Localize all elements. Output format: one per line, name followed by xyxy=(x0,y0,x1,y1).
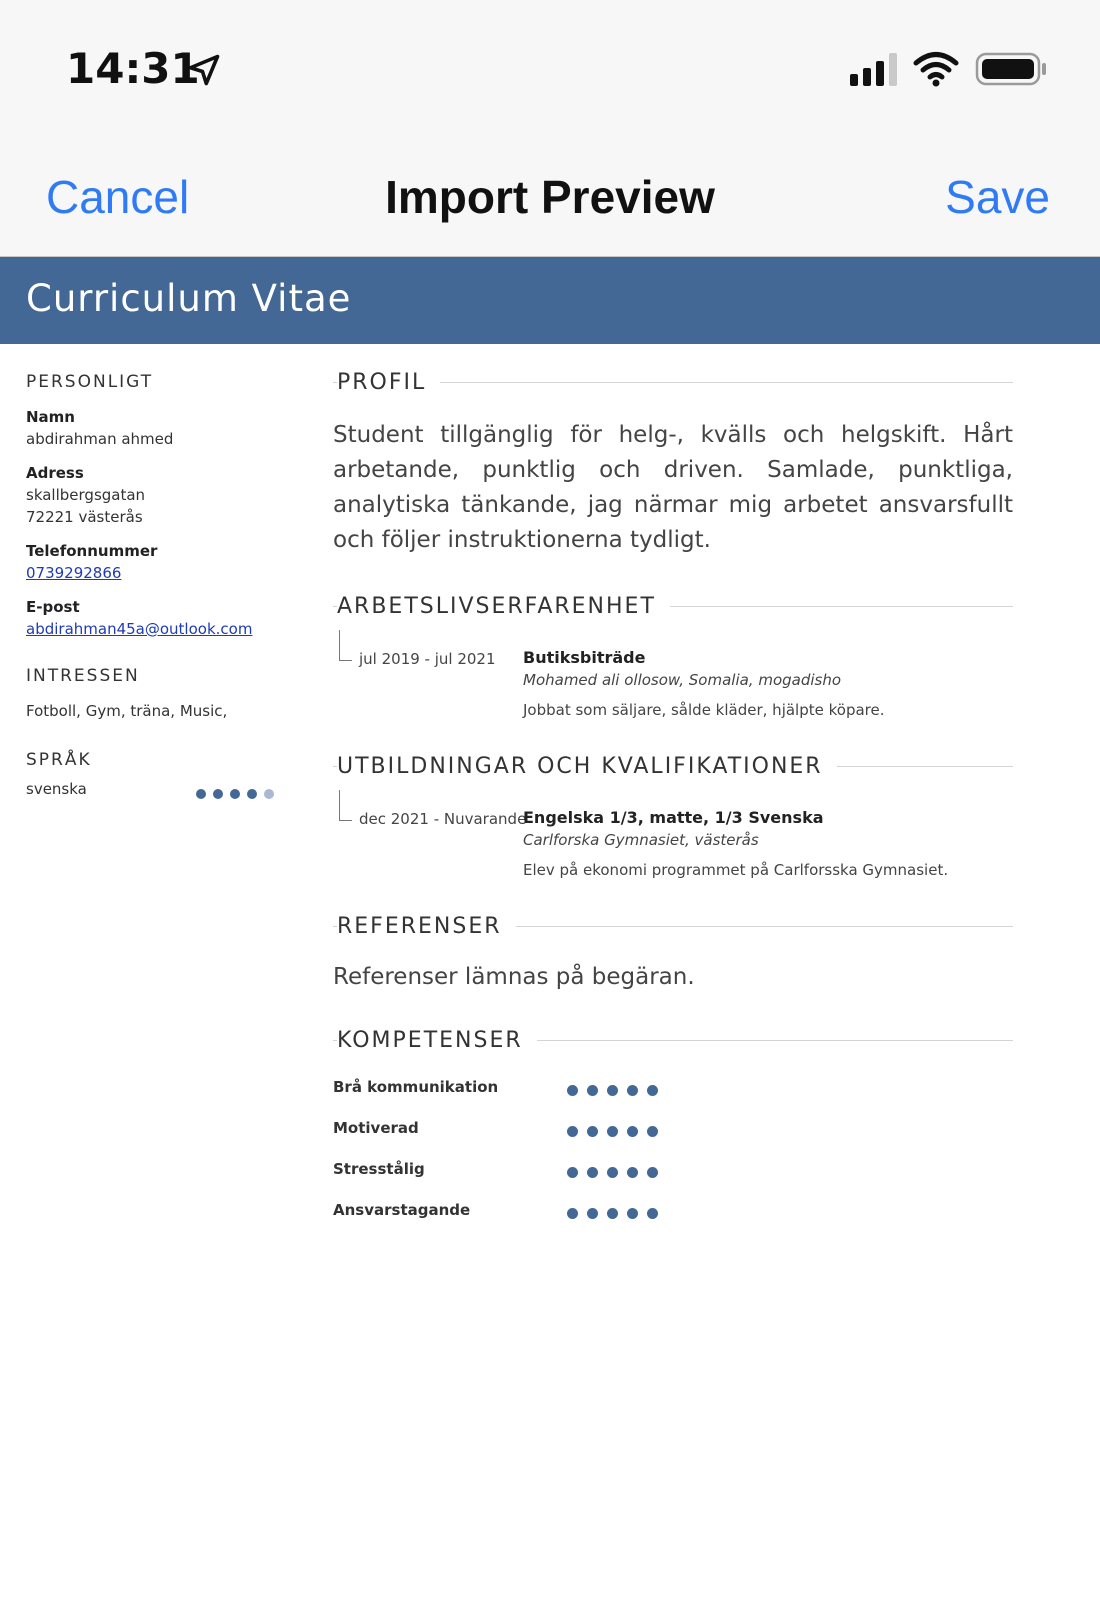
rating-dot-filled xyxy=(607,1208,618,1219)
cv-header-banner xyxy=(0,257,1100,344)
skill-name: Motiverad xyxy=(333,1119,419,1137)
entry-title: Engelska 1/3, matte, 1/3 Svenska xyxy=(523,808,824,827)
skills-heading: KOMPETENSER xyxy=(337,1028,537,1053)
rating-dot-filled xyxy=(587,1167,598,1178)
profile-section-head xyxy=(333,370,1013,400)
page-title: Import Preview xyxy=(385,171,715,223)
rating-dot-filled xyxy=(647,1208,658,1219)
navigation-bar xyxy=(0,140,1100,257)
timeline-marker xyxy=(339,630,352,661)
cv-title: Curriculum Vitae xyxy=(26,277,352,320)
skills-section-head xyxy=(333,1028,1013,1058)
language-row xyxy=(26,778,306,802)
rating-dot-filled xyxy=(647,1167,658,1178)
rating-dot-filled xyxy=(587,1208,598,1219)
references-section-head xyxy=(333,914,1013,944)
address-line2: 72221 västerås xyxy=(26,508,143,526)
skill-name: Stresstålig xyxy=(333,1160,425,1178)
address-label: Adress xyxy=(26,464,84,482)
skill-level-dots xyxy=(567,1122,667,1141)
rating-dot-filled xyxy=(607,1167,618,1178)
rating-dot-filled xyxy=(567,1167,578,1178)
rating-dot-filled xyxy=(567,1085,578,1096)
email-block xyxy=(26,596,306,640)
education-entry xyxy=(333,784,1013,884)
skill-level-dots xyxy=(567,1081,667,1100)
save-button[interactable]: Save xyxy=(945,171,1050,223)
education-section-head xyxy=(333,754,1013,784)
email-link[interactable]: abdirahman45a@outlook.com xyxy=(26,620,253,638)
rating-dot-filled xyxy=(647,1085,658,1096)
skill-row xyxy=(333,1154,1013,1195)
skill-level-dots xyxy=(567,1163,667,1182)
status-time: 14:31 xyxy=(66,44,200,93)
rating-dot-filled xyxy=(627,1085,638,1096)
rating-dot-filled xyxy=(567,1126,578,1137)
cancel-button[interactable]: Cancel xyxy=(46,171,190,223)
skill-level-dots xyxy=(567,1204,667,1223)
rating-dot-filled xyxy=(647,1126,658,1137)
status-bar xyxy=(0,0,1100,140)
phone-block xyxy=(26,540,306,584)
rating-dot-filled xyxy=(627,1208,638,1219)
experience-entry xyxy=(333,624,1013,724)
personal-heading: PERSONLIGT xyxy=(26,372,154,392)
address-block xyxy=(26,462,306,528)
rating-dot-filled xyxy=(230,789,240,799)
entry-subtitle: Mohamed ali ollosow, Somalia, mogadisho xyxy=(523,671,842,689)
language-heading: SPRÅK xyxy=(26,750,92,770)
rating-dot-filled xyxy=(607,1085,618,1096)
interests-heading: INTRESSEN xyxy=(26,666,140,686)
email-label: E-post xyxy=(26,598,80,616)
phone-link[interactable]: 0739292866 xyxy=(26,564,122,582)
skill-row xyxy=(333,1113,1013,1154)
rating-dot-filled xyxy=(607,1126,618,1137)
language-name: svenska xyxy=(26,780,87,798)
rating-dot-filled xyxy=(627,1126,638,1137)
rating-dot-filled xyxy=(627,1167,638,1178)
name-value: abdirahman ahmed xyxy=(26,430,174,448)
language-level-dots xyxy=(196,784,281,803)
cv-sidebar xyxy=(26,372,306,802)
entry-title: Butiksbiträde xyxy=(523,648,646,667)
entry-description: Jobbat som säljare, sålde kläder, hjälpte köpare. xyxy=(523,701,885,719)
name-block xyxy=(26,406,306,450)
entry-subtitle: Carlforska Gymnasiet, västerås xyxy=(523,831,759,849)
wifi-icon xyxy=(912,50,960,88)
experience-section-head xyxy=(333,594,1013,624)
cellular-signal-icon xyxy=(850,52,902,88)
entry-date: dec 2021 - Nuvarande xyxy=(359,810,527,828)
interests-value: Fotboll, Gym, träna, Music, xyxy=(26,702,228,720)
entry-date: jul 2019 - jul 2021 xyxy=(359,650,496,668)
rating-dot-empty xyxy=(264,789,274,799)
skill-row xyxy=(333,1195,1013,1236)
rating-dot-filled xyxy=(587,1126,598,1137)
profile-text: Student tillgänglig för helg-, kvälls och helgskift. Hårt arbetande, punktlig och driven. Samlade, punktliga, analytiska tänkande, jag närmar mig arbetet ansvarsfullt och följer instruktionerna tydligt. xyxy=(333,422,1013,553)
skill-row xyxy=(333,1072,1013,1113)
rating-dot-filled xyxy=(247,789,257,799)
rating-dot-filled xyxy=(213,789,223,799)
battery-icon xyxy=(975,50,1049,88)
rating-dot-filled xyxy=(587,1085,598,1096)
rating-dot-filled xyxy=(567,1208,578,1219)
phone-label: Telefonnummer xyxy=(26,542,158,560)
references-heading: REFERENSER xyxy=(337,914,516,939)
skill-name: Brå kommunikation xyxy=(333,1078,499,1096)
entry-description: Elev på ekonomi programmet på Carlforsska Gymnasiet. xyxy=(523,861,949,879)
experience-heading: ARBETSLIVSERFARENHET xyxy=(337,594,670,619)
timeline-marker xyxy=(339,790,352,821)
cv-main xyxy=(333,370,1013,1236)
name-label: Namn xyxy=(26,408,75,426)
education-heading: UTBILDNINGAR OCH KVALIFIKATIONER xyxy=(337,754,837,779)
rating-dot-filled xyxy=(196,789,206,799)
location-arrow-icon xyxy=(186,52,222,88)
address-line1: skallbergsgatan xyxy=(26,486,146,504)
skill-name: Ansvarstagande xyxy=(333,1201,471,1219)
profile-heading: PROFIL xyxy=(337,370,440,395)
references-text: Referenser lämnas på begäran. xyxy=(333,964,695,990)
